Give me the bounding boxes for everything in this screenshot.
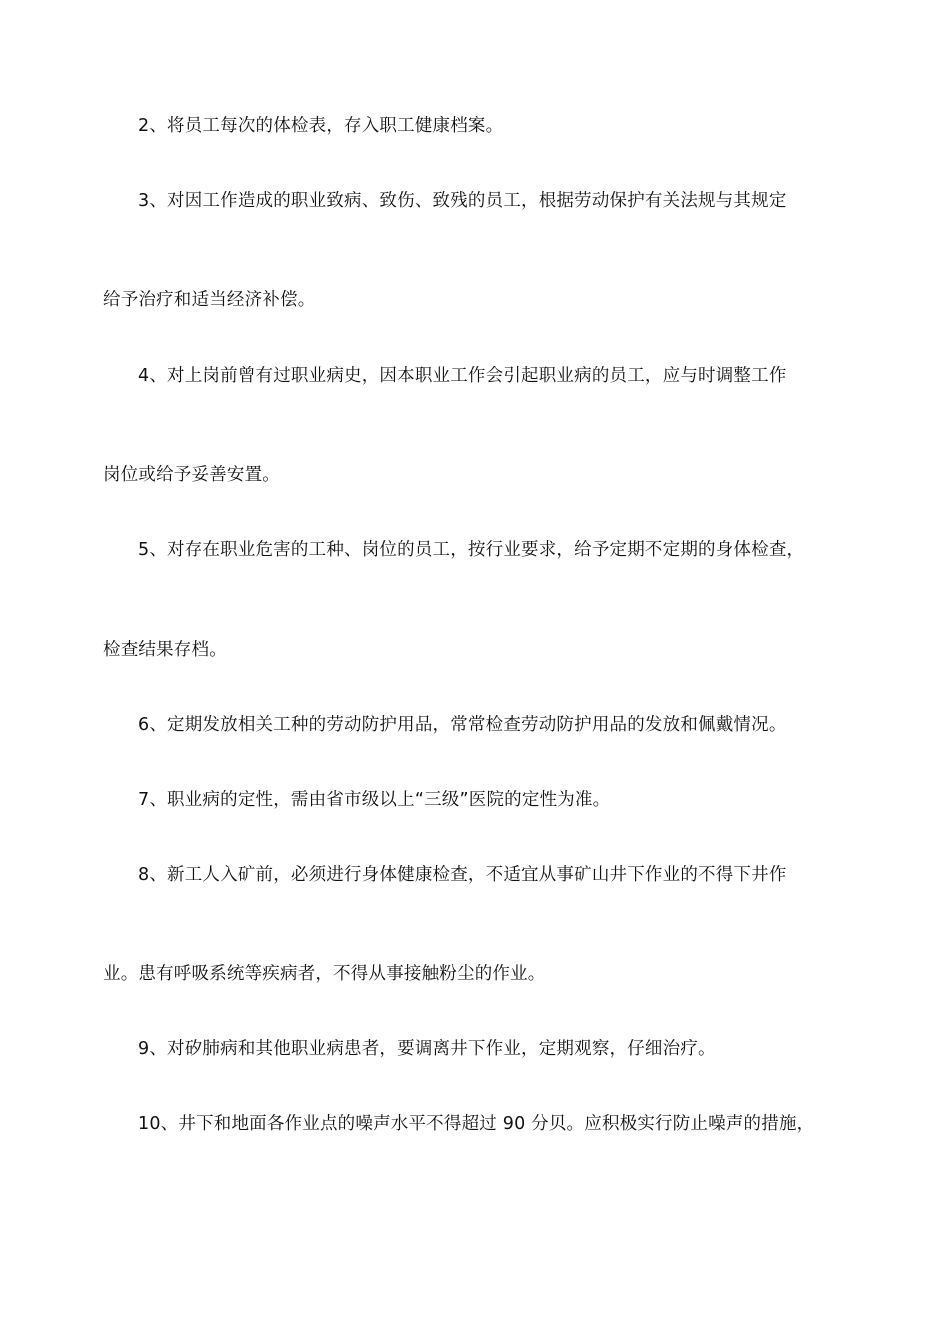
paragraph-2: 2、将员工每次的体检表，存入职工健康档案。: [138, 116, 504, 136]
paragraph-5-line-2: 检查结果存档。: [103, 640, 227, 660]
paragraph-4-line-1: 4、对上岗前曾有过职业病史，因本职业工作会引起职业病的员工，应与时调整工作: [138, 366, 787, 386]
paragraph-3-line-1: 3、对因工作造成的职业致病、致伤、致残的员工，根据劳动保护有关法规与其规定: [138, 191, 787, 211]
paragraph-5-line-1: 5、对存在职业危害的工种、岗位的员工，按行业要求，给予定期不定期的身体检查，: [138, 540, 805, 560]
paragraph-9: 9、对矽肺病和其他职业病患者，要调离井下作业，定期观察，仔细治疗。: [138, 1039, 716, 1059]
paragraph-4-line-2: 岗位或给予妥善安置。: [103, 465, 280, 485]
paragraph-6: 6、定期发放相关工种的劳动防护用品，常常检查劳动防护用品的发放和佩戴情况。: [138, 715, 787, 735]
paragraph-10: 10、井下和地面各作业点的噪声水平不得超过 90 分贝。应积极实行防止噪声的措施，: [138, 1114, 815, 1134]
paragraph-8-line-2: 业。患有呼吸系统等疾病者，不得从事接触粉尘的作业。: [103, 964, 546, 984]
paragraph-3-line-2: 给予治疗和适当经济补偿。: [103, 290, 316, 310]
paragraph-8-line-1: 8、新工人入矿前，必须进行身体健康检查，不适宜从事矿山井下作业的不得下井作: [138, 865, 787, 885]
paragraph-7: 7、职业病的定性，需由省市级以上“三级”医院的定性为准。: [138, 790, 611, 810]
